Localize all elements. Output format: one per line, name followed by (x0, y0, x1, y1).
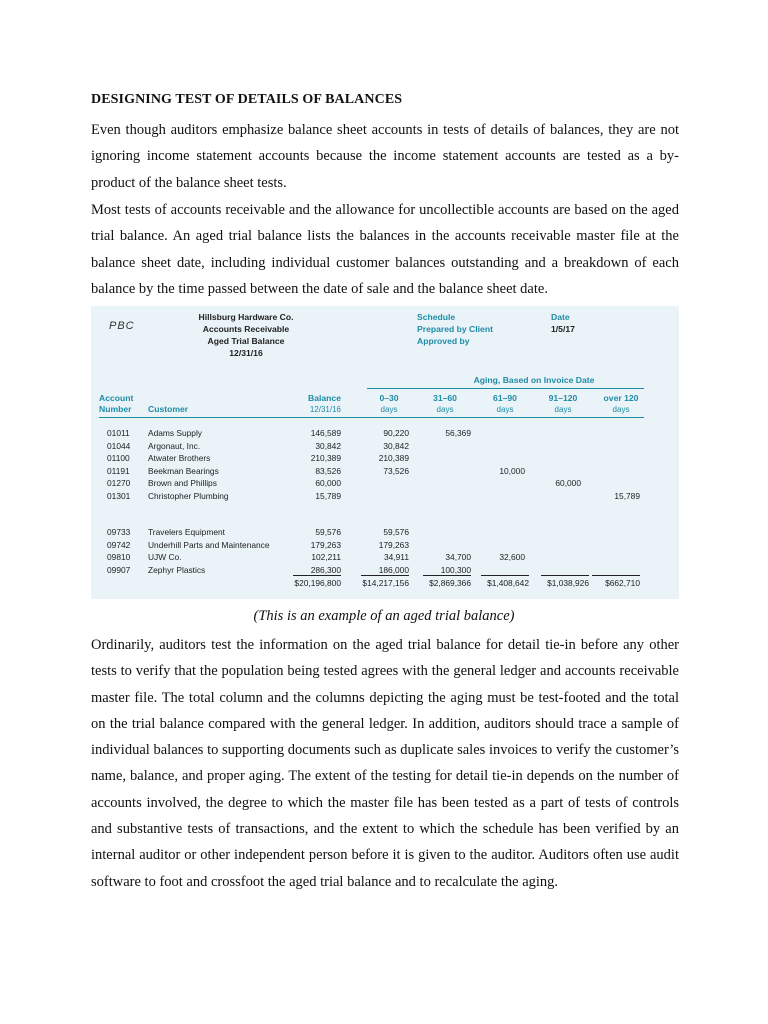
column-total: $1,038,926 (547, 578, 589, 588)
date-label: Date (551, 312, 570, 322)
balance-cell: 102,211 (311, 552, 341, 562)
schedule-label: Schedule (417, 312, 456, 322)
account-number: 01011 (107, 428, 130, 438)
account-number: 09907 (107, 564, 131, 575)
aging-cell: 10,000 (499, 465, 525, 476)
approved-by-label: Approved by (417, 336, 470, 346)
pbc-mark: PBC (109, 320, 135, 332)
aging-cell: 186,000 (378, 564, 409, 575)
column-total: $1,408,642 (487, 578, 529, 588)
col-aging-4 (591, 393, 651, 415)
col-aging-label: 0–30 (379, 393, 399, 403)
schedule-subtitle: Aged Trial Balance (207, 336, 285, 346)
aging-cell: 34,911 (384, 552, 409, 562)
column-total: $20,196,800 (294, 578, 341, 588)
col-balance (296, 393, 341, 415)
account-number: 09810 (107, 552, 131, 562)
col-aging-0 (359, 393, 419, 415)
col-balance-line2: 12/31/16 (309, 405, 341, 414)
col-account-line2: Number (99, 404, 132, 414)
customer-name: Beekman Bearings (148, 465, 219, 476)
customer-name: UJW Co. (148, 552, 182, 562)
account-number: 01044 (107, 440, 131, 451)
schedule-signoff (417, 311, 493, 347)
col-balance-line1: Balance (308, 393, 341, 403)
aging-cell: 60,000 (555, 478, 581, 488)
header-rule (99, 417, 644, 418)
date-block (551, 311, 575, 335)
column-total: $662,710 (605, 578, 640, 588)
customer-name: Christopher Plumbing (148, 490, 229, 501)
customer-name: Underhill Parts and Maintenance (148, 539, 270, 550)
col-aging-label: 61–90 (493, 393, 517, 403)
account-number: 09742 (107, 539, 131, 550)
col-aging-label: 31–60 (433, 393, 457, 403)
aging-cell: 90,220 (383, 428, 409, 438)
col-customer (148, 404, 188, 415)
balance-cell: 59,576 (315, 527, 341, 537)
aging-cell: 56,369 (445, 428, 471, 438)
col-aging-label: over 120 (603, 393, 639, 403)
company-name: Hillsburg Hardware Co. (198, 312, 294, 322)
schedule-title: Accounts Receivable (202, 324, 290, 334)
aging-cell: 30,842 (383, 440, 409, 451)
aging-cell: 34,700 (445, 552, 471, 562)
schedule-heading (186, 311, 306, 359)
col-aging-unit: days (554, 405, 572, 414)
paragraph-detail-tie-in: Ordinarily, auditors test the information on the aged trial balance for detail tie-in before any other tests to verify that the population being tested agrees with the general ledger and accounts receivable master file. The total column and the columns depicting the aging must be test-footed and the total on the trial balance compared with the general ledger. In addition, auditors should trace a sample of individual balances to supporting documents such as duplicate sales invoices to verify the customer’s name, balance, and proper aging. The extent of the testing for detail tie-in depends on the number of accounts involved, the degree to which the master file has been tested as a part of tests of controls and substantive tests of transactions, and the extent to which the schedule has been verified by an internal auditor or other independent person before it is given to the auditor. Auditors often use audit software to foot and crossfoot the aged trial balance and to recalculate the aging. (91, 637, 679, 890)
customer-name: Adams Supply (148, 428, 202, 438)
aging-cell: 179,263 (378, 539, 409, 550)
balance-cell: 60,000 (315, 478, 341, 488)
customer-name: Travelers Equipment (148, 527, 225, 537)
aging-cell: 32,600 (499, 552, 525, 562)
total-rule (541, 575, 589, 576)
column-total: $2,869,366 (429, 578, 471, 588)
paragraph-intro: Even though auditors emphasize balance sheet accounts in tests of details of balances, they are not ignoring income statement accounts because the income statement accounts are tested as a by-product of the balance sheet tests. (91, 122, 679, 191)
customer-name: Atwater Brothers (148, 453, 211, 463)
column-total: $14,217,156 (362, 578, 409, 588)
col-aging-unit: days (496, 405, 514, 414)
customer-name: Zephyr Plastics (148, 564, 206, 575)
col-customer-label: Customer (148, 404, 189, 414)
total-rule (481, 575, 529, 576)
balance-cell: 15,789 (315, 490, 341, 501)
account-number: 09733 (107, 527, 131, 537)
col-aging-unit: days (436, 405, 454, 414)
aging-cell: 73,526 (383, 465, 409, 476)
date-value: 1/5/17 (551, 324, 575, 334)
col-aging-label: 91–120 (548, 393, 578, 403)
paragraph-aged-trial-balance: Most tests of accounts receivable and the allowance for uncollectible accounts are based on the aged trial balance. An aged trial balance lists the balances in the accounts receivable master file at the balance sheet date, including individual customer balances outstanding and a breakdown of each balance by the time passed between the date of sale and the balance sheet date. (91, 202, 679, 297)
total-rule (361, 575, 409, 576)
aging-rule (367, 388, 644, 389)
total-rule (293, 575, 341, 576)
balance-cell: 210,389 (310, 453, 341, 463)
col-aging-2 (475, 393, 535, 415)
prepared-by-label: Prepared by Client (417, 324, 493, 334)
customer-name: Brown and Phillips (148, 478, 217, 488)
aging-title: Aging, Based on Invoice Date (473, 375, 595, 385)
schedule-date: 12/31/16 (229, 348, 263, 358)
col-aging-1 (415, 393, 475, 415)
balance-cell: 146,589 (310, 428, 341, 438)
account-number: 01301 (107, 490, 131, 501)
balance-cell: 30,842 (315, 440, 341, 451)
total-rule (592, 575, 640, 576)
total-rule (423, 575, 471, 576)
aging-cell: 59,576 (383, 527, 409, 537)
customer-name: Argonaut, Inc. (148, 440, 201, 451)
col-aging-unit: days (612, 405, 630, 414)
account-number: 01191 (107, 465, 130, 476)
aging-cell: 100,300 (440, 564, 471, 575)
col-account-line1: Account (99, 393, 134, 403)
balance-cell: 286,300 (310, 564, 341, 575)
section-heading: DESIGNING TEST OF DETAILS OF BALANCES (91, 92, 403, 107)
col-aging-3 (533, 393, 593, 415)
exhibit-caption: (This is an example of an aged trial balance) (253, 608, 515, 624)
account-number: 01100 (107, 453, 130, 463)
col-account (99, 393, 133, 415)
aging-cell: 15,789 (614, 490, 640, 501)
aging-cell: 210,389 (378, 453, 409, 463)
col-aging-unit: days (380, 405, 398, 414)
balance-cell: 179,263 (310, 539, 341, 550)
account-number: 01270 (107, 478, 131, 488)
aged-trial-balance-exhibit (91, 306, 679, 599)
balance-cell: 83,526 (315, 465, 341, 476)
